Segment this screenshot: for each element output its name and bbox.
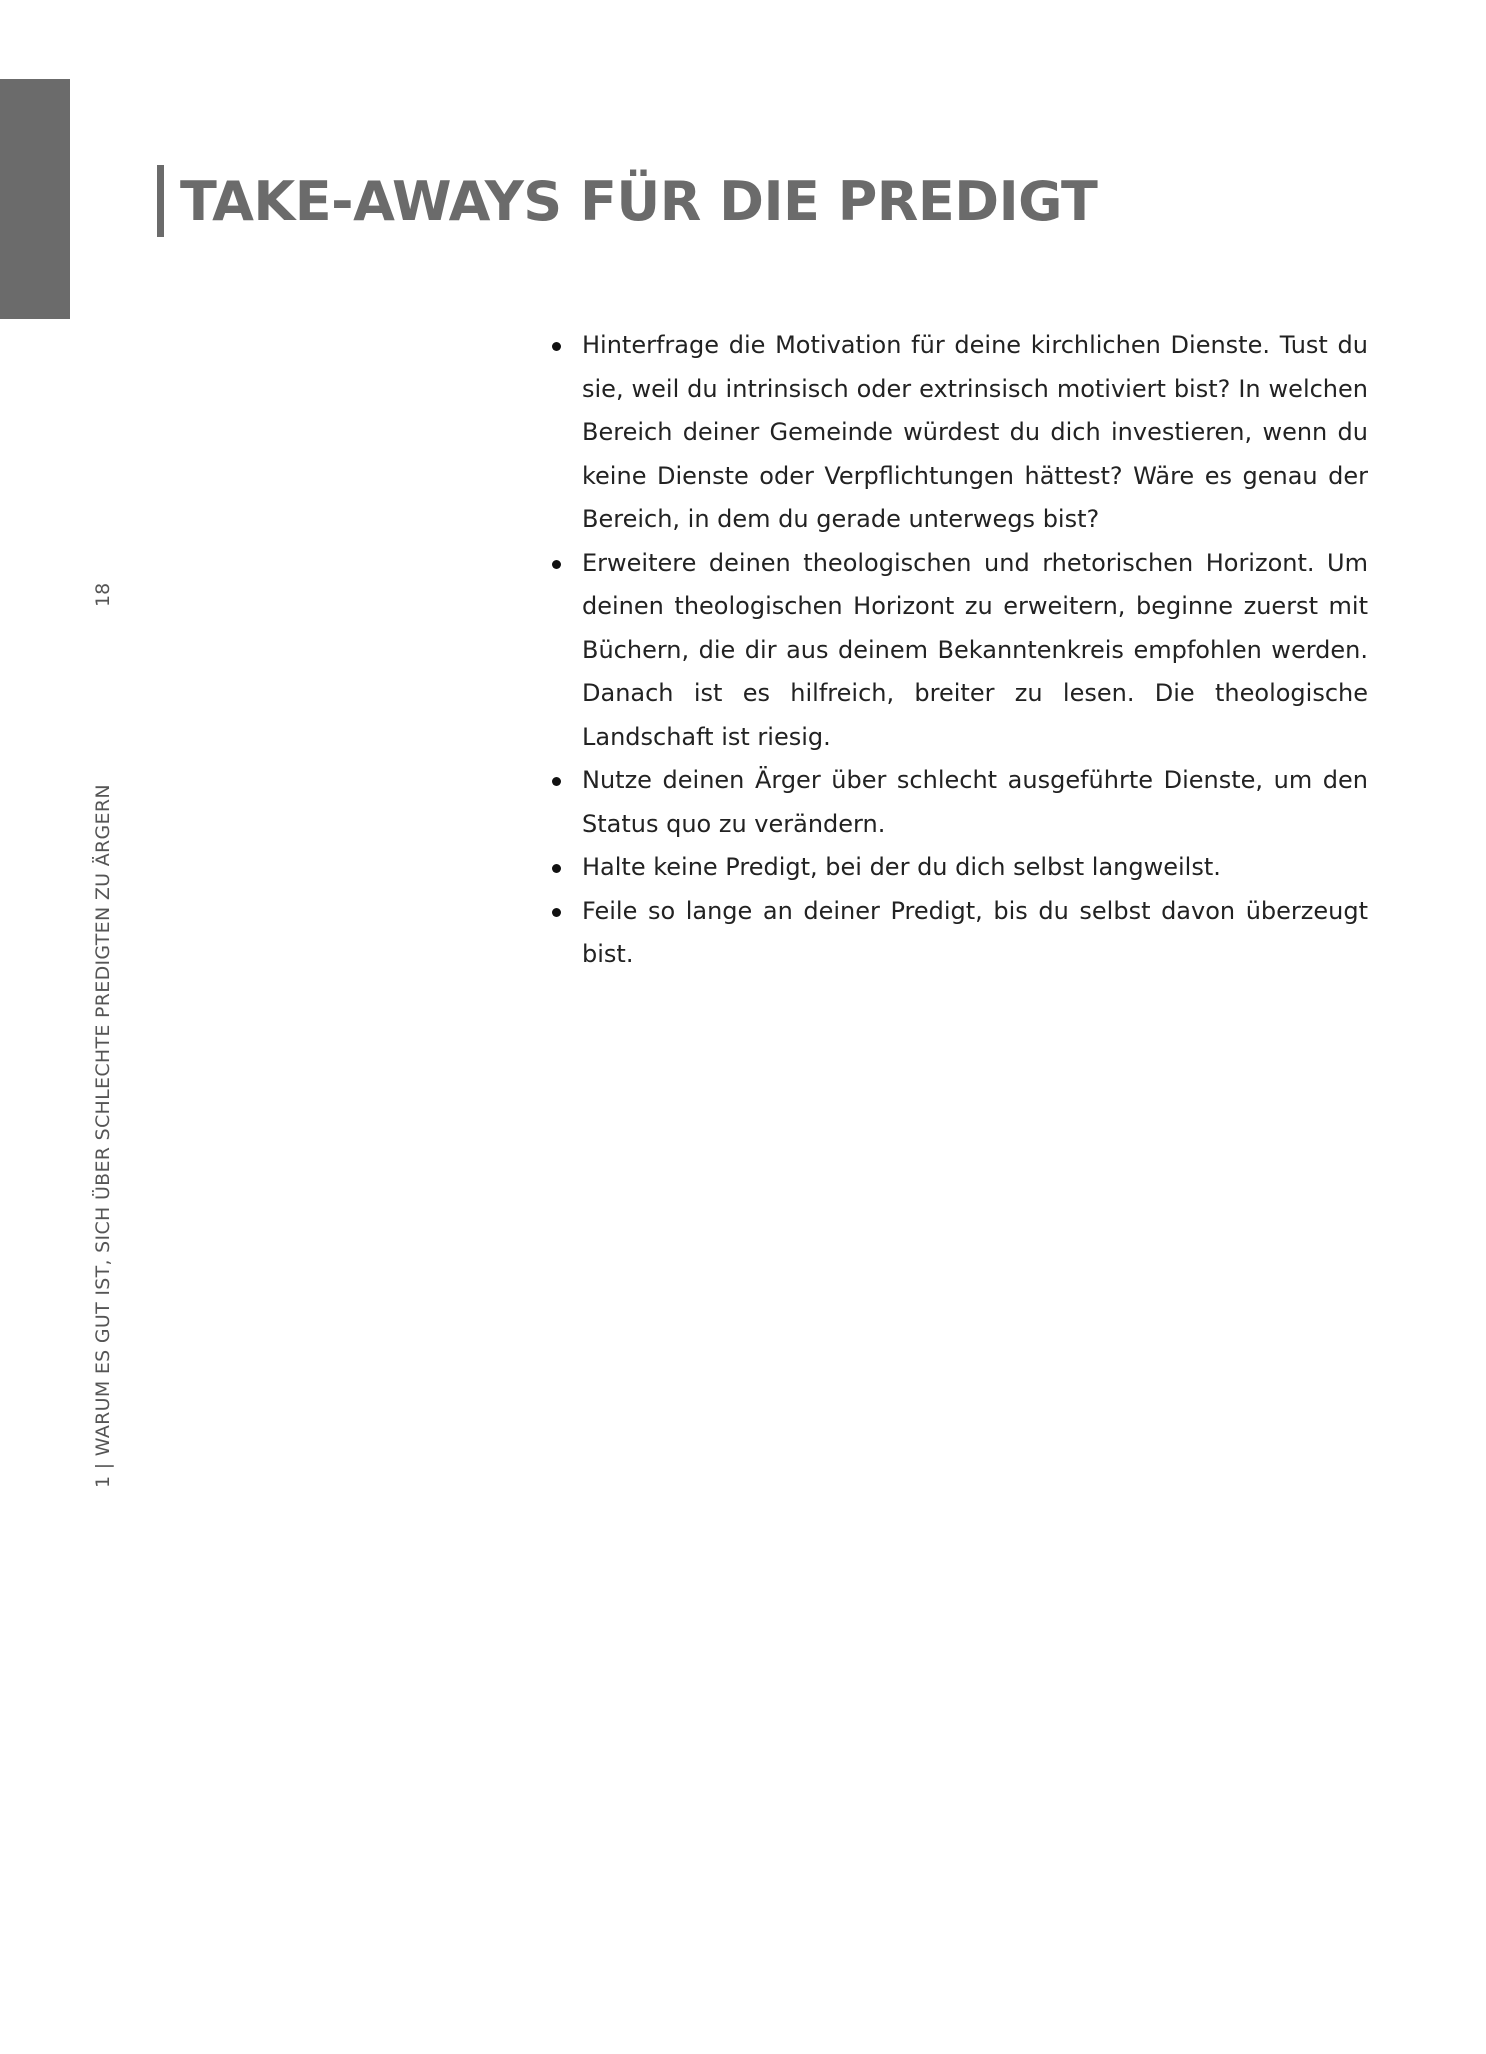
section-heading xyxy=(157,165,1097,237)
list-item: Hinterfrage die Motivation für deine kirchlichen Dienste. Tust du sie, weil du intrinsisch oder extrinsisch motiviert bist? In welchen Bereich deiner Gemeinde würdest du dich investieren, wenn du keine Dienste oder Verpflichtungen hättest? Wäre es genau der Bereich, in dem du gerade unterwegs bist? xyxy=(548,324,1368,542)
takeaway-list xyxy=(548,324,1368,977)
page-number: 18 xyxy=(92,582,114,607)
chapter-tab-marker xyxy=(0,79,70,319)
list-item: Erweitere deinen theologischen und rhetorischen Horizont. Um deinen theologischen Horizont zu erweitern, beginne zuerst mit Büchern, die dir aus deinem Bekanntenkreis empfohlen werden. Danach ist es hilfreich, breiter zu lesen. Die theologische Landschaft ist riesig. xyxy=(548,542,1368,760)
list-item: Halte keine Predigt, bei der du dich selbst langweilst. xyxy=(548,846,1368,890)
page-title: TAKE-AWAYS FÜR DIE PREDIGT xyxy=(180,169,1098,233)
heading-accent-bar xyxy=(157,165,164,237)
list-item: Feile so lange an deiner Predigt, bis du selbst davon überzeugt bist. xyxy=(548,890,1368,977)
running-head: 1 | WARUM ES GUT IST, SICH ÜBER SCHLECHTE PREDIGTEN ZU ÄRGERN xyxy=(92,784,114,1488)
list-item: Nutze deinen Ärger über schlecht ausgeführte Dienste, um den Status quo zu verändern. xyxy=(548,759,1368,846)
